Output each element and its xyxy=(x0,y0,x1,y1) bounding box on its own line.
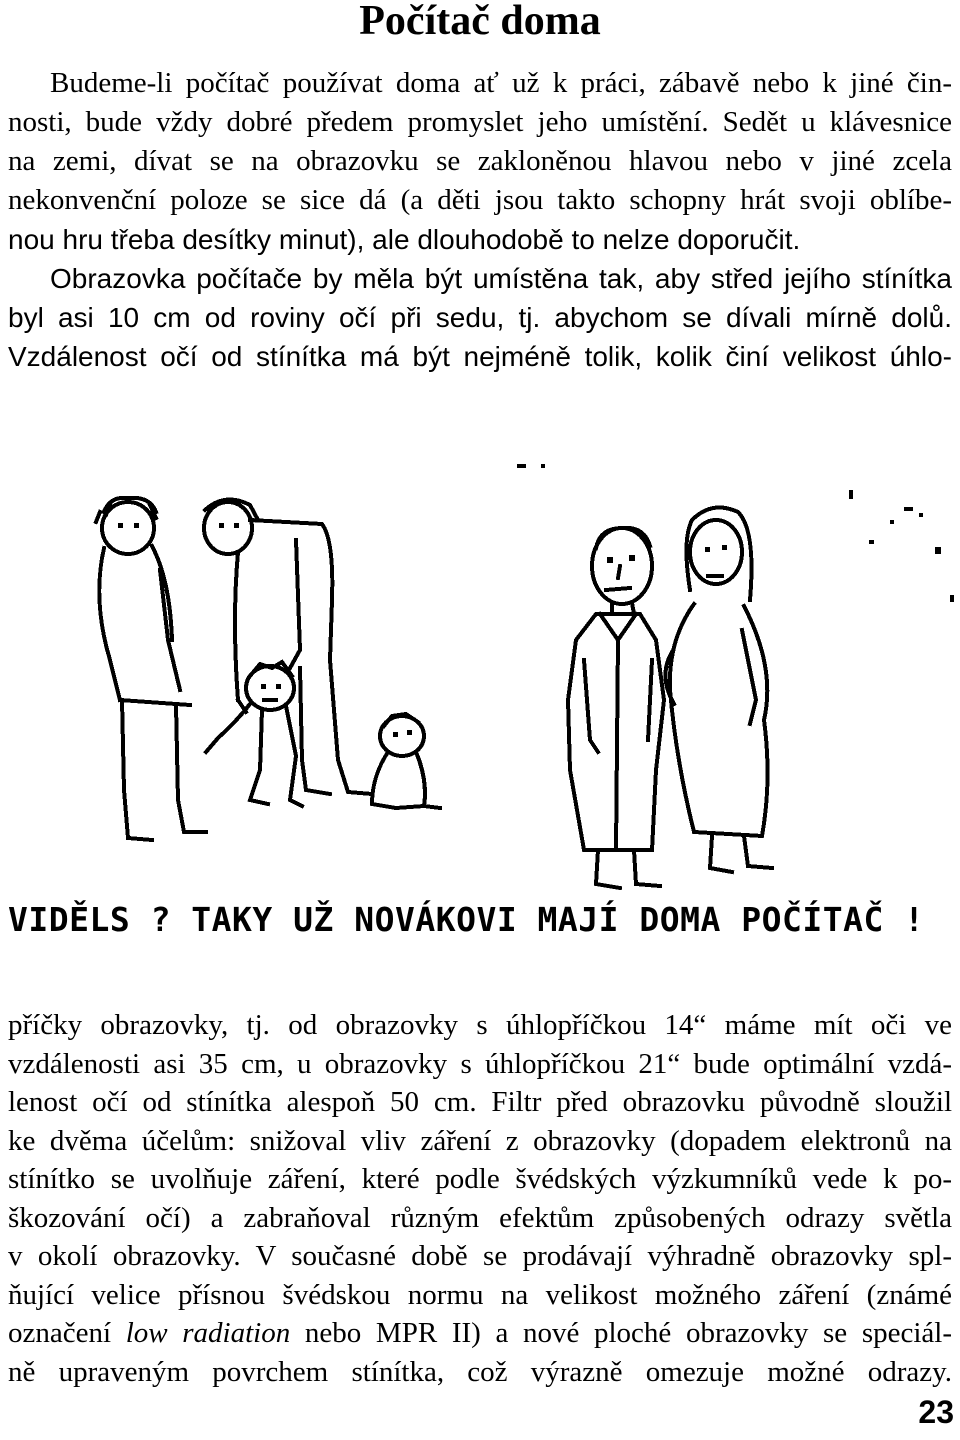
text-line: vzdálenosti asi 35 cm, u obrazovky s úhlopříčkou 21“ bude optimální vzdá- xyxy=(8,1047,952,1080)
text-line: nosti, bude vždy dobré předem promyslet jeho umístění. Sedět u klávesnice xyxy=(8,106,952,138)
text-line: ke dvěma účelům: snižoval vliv záření z obrazovky (dopadem elektronů na xyxy=(8,1124,952,1157)
text-line: v okolí obrazovky. V současné době se prodávají výhradně obrazovky spl- xyxy=(8,1240,952,1272)
cartoon-adult-middle xyxy=(204,500,372,794)
illustration-caption: VIDĚLS ? TAKY UŽ NOVÁKOVI MAJÍ DOMA POČÍTAČ ! xyxy=(8,900,925,939)
cartoon-illustration xyxy=(0,440,960,895)
text-line: byl asi 10 cm od roviny očí při sedu, tj. abychom se dívali mírně dolů. xyxy=(8,302,952,333)
text-line: Obrazovka počítače by měla být umístěna tak, aby střed jejího stínítka xyxy=(50,263,952,294)
text-block-below-illustration xyxy=(8,1006,952,1391)
text-line: nekonvenční poloze se sice dá (a děti jsou takto schopny hrát svoji oblíbe- xyxy=(8,184,952,216)
text-line: nou hru třeba desítky minut), ale dlouhodobě to nelze doporučit. xyxy=(8,224,801,255)
text-segment: označení xyxy=(8,1317,126,1349)
text-block-above-illustration xyxy=(8,64,952,376)
text-line: Vzdálenost očí od stínítka má být nejméně tolik, kolik činí velikost úhlo- xyxy=(8,341,952,372)
text-line: škozování očí) a zabraňoval různým efektům způsobených odrazy světla xyxy=(8,1201,952,1234)
text-line: příčky obrazovky, tj. od obrazovky s úhlopříčkou 14“ máme mít oči ve xyxy=(8,1009,952,1041)
page-title: Počítač doma xyxy=(359,0,601,44)
text-line: na zemi, dívat se na obrazovku se zakloněnou hlavou nebo v jiné zcela xyxy=(8,145,952,177)
text-line: ňující velice přísnou švédskou normu na velikost možného záření (známé xyxy=(8,1278,952,1311)
page-number: 23 xyxy=(918,1394,954,1430)
text-line: ně upraveným povrchem stínítka, což výrazně omezuje možné odrazy. xyxy=(8,1355,952,1388)
cartoon-adult-left xyxy=(96,498,206,840)
cartoon-woman xyxy=(665,508,772,873)
cartoon-child-sitting xyxy=(206,662,302,806)
text-line xyxy=(8,1314,952,1353)
text-line: lenost očí od stínítka alespoň 50 cm. Filtr před obrazovku původně sloužil xyxy=(8,1086,952,1118)
text-segment: nebo MPR II) a nové ploché obrazovky se speciál- xyxy=(290,1317,952,1349)
cartoon-man xyxy=(568,528,664,888)
cartoon-toddler xyxy=(372,714,440,808)
text-line: Budeme-li počítač používat doma ať už k práci, zábavě nebo k jiné čin- xyxy=(50,67,952,99)
italic-term: low radiation xyxy=(125,1317,291,1349)
text-line: stínítko se uvolňuje záření, které podle švédských výzkumníků vede k po- xyxy=(8,1163,952,1195)
